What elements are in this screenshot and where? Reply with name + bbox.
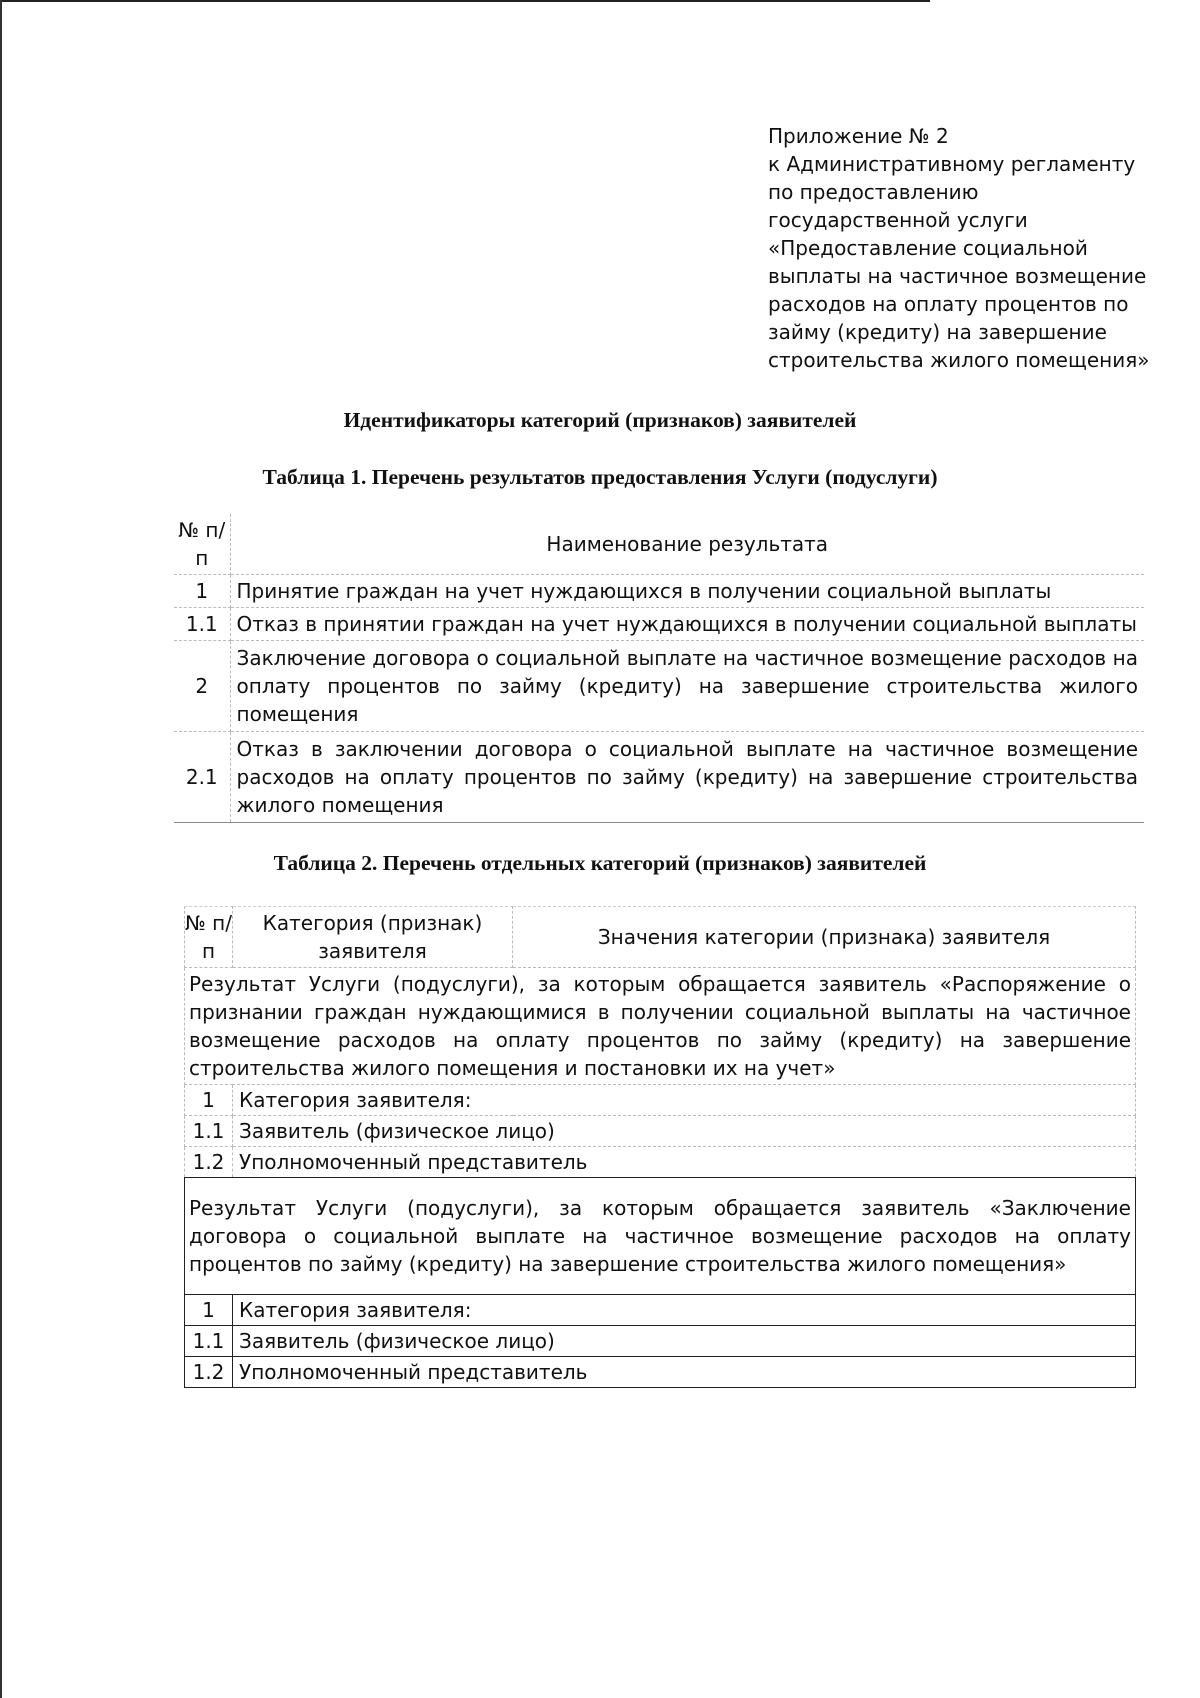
table-row xyxy=(185,1326,1136,1357)
table-row xyxy=(174,575,1144,608)
row-text: Категория заявителя: xyxy=(233,1295,1136,1326)
table1-title: Таблица 1. Перечень результатов предоставления Услуги (подуслуги) xyxy=(262,465,938,489)
table-row xyxy=(185,1357,1136,1388)
appendix-line: выплаты на частичное возмещение xyxy=(768,264,1147,288)
header-num: № п/п xyxy=(174,514,230,575)
row-num: 1.1 xyxy=(174,608,230,641)
table-row xyxy=(185,1085,1136,1116)
row-num: 1 xyxy=(185,1085,233,1116)
categories-table xyxy=(184,906,1136,1388)
appendix-line: Приложение № 2 xyxy=(768,124,949,148)
header-name: Наименование результата xyxy=(230,514,1144,575)
result-description: Результат Услуги (подуслуги), за которым обращается заявитель «Заключение договора о социальной выплате на частичное возмещение расходов на оплату процентов по займу (кредиту) на завершение строительства жилого помещения» xyxy=(185,1178,1136,1295)
table-row xyxy=(185,1147,1136,1178)
table-row xyxy=(174,732,1144,823)
row-name: Отказ в заключении договора о социальной выплате на частичное возмещение расходов на оплату процентов по займу (кредиту) на завершение строительства жилого помещения xyxy=(230,732,1144,823)
result-description: Результат Услуги (подуслуги), за которым обращается заявитель «Распоряжение о признании граждан нуждающимися в получении социальной выплаты на частичное возмещение расходов на оплату процентов по займу (кредиту) на завершение строительства жилого помещения и постановки их на учет» xyxy=(185,968,1136,1085)
appendix-line: расходов на оплату процентов по xyxy=(768,292,1129,316)
row-num: 1.2 xyxy=(185,1357,233,1388)
scan-edge-left xyxy=(0,0,2,1698)
appendix-line: по предоставлению xyxy=(768,180,979,204)
header-value: Значения категории (признака) заявителя xyxy=(513,907,1136,968)
row-text: Уполномоченный представитель xyxy=(233,1147,1136,1178)
row-text: Заявитель (физическое лицо) xyxy=(233,1326,1136,1357)
row-num: 1.2 xyxy=(185,1147,233,1178)
scan-edge-top xyxy=(0,0,930,2)
row-num: 2.1 xyxy=(174,732,230,823)
result-group-row xyxy=(185,1178,1136,1295)
row-num: 2 xyxy=(174,641,230,732)
row-num: 1.1 xyxy=(185,1116,233,1147)
result-group-row xyxy=(185,968,1136,1085)
results-table xyxy=(174,514,1144,823)
header-category: Категория (признак) заявителя xyxy=(233,907,513,968)
table-row xyxy=(185,1116,1136,1147)
appendix-note xyxy=(768,122,1168,374)
appendix-line: займу (кредиту) на завершение xyxy=(768,320,1107,344)
header-num: № п/п xyxy=(185,907,233,968)
row-name: Отказ в принятии граждан на учет нуждающихся в получении социальной выплаты xyxy=(230,608,1144,641)
table-header-row xyxy=(174,514,1144,575)
row-name: Заключение договора о социальной выплате на частичное возмещение расходов на оплату процентов по займу (кредиту) на завершение строительства жилого помещения xyxy=(230,641,1144,732)
row-text: Категория заявителя: xyxy=(233,1085,1136,1116)
row-text: Заявитель (физическое лицо) xyxy=(233,1116,1136,1147)
appendix-line: государственной услуги xyxy=(768,208,1028,232)
table-row xyxy=(174,641,1144,732)
appendix-line: строительства жилого помещения» xyxy=(768,348,1150,372)
table2-title: Таблица 2. Перечень отдельных категорий (признаков) заявителей xyxy=(273,851,927,875)
row-name: Принятие граждан на учет нуждающихся в получении социальной выплаты xyxy=(230,575,1144,608)
document-title: Идентификаторы категорий (признаков) заявителей xyxy=(343,408,857,432)
appendix-line: к Административному регламенту xyxy=(768,152,1136,176)
table-row xyxy=(174,608,1144,641)
table-row xyxy=(185,1295,1136,1326)
row-num: 1 xyxy=(174,575,230,608)
row-num: 1.1 xyxy=(185,1326,233,1357)
table-header-row xyxy=(185,907,1136,968)
row-num: 1 xyxy=(185,1295,233,1326)
row-text: Уполномоченный представитель xyxy=(233,1357,1136,1388)
appendix-line: «Предоставление социальной xyxy=(768,236,1088,260)
